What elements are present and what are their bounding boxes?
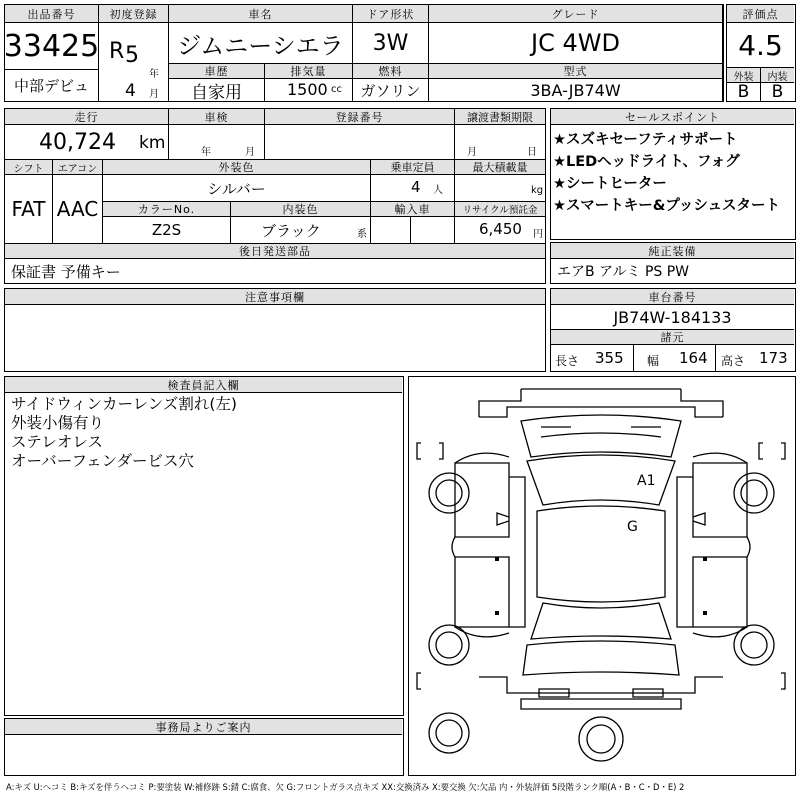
inspection-box: [169, 125, 265, 159]
capacity-unit: 人: [433, 185, 443, 196]
genuine-equipment-value: エアB アルミ PS PW: [557, 264, 690, 280]
transfer-day-unit: 日: [527, 147, 537, 158]
genuine-equipment-panel: [550, 242, 796, 284]
transfer-deadline-label: 譲渡書類期限: [455, 109, 545, 125]
shift-value: FAT: [5, 175, 53, 243]
registration-no-label: 登録番号: [265, 109, 455, 125]
transfer-deadline-box: [455, 125, 545, 159]
dimensions-label: 諸元: [551, 329, 794, 345]
damage-mark-roof: A1: [637, 473, 656, 489]
inspector-notes-list: [11, 395, 237, 471]
car-name-label: 車名: [169, 5, 353, 23]
inspector-note-item: オーバーフェンダービス穴: [11, 452, 195, 470]
length-value: 355: [595, 349, 624, 367]
month-value: 4: [125, 81, 136, 101]
sales-points-label: セールスポイント: [551, 109, 794, 125]
dim-divider: [715, 345, 716, 371]
chassis-panel: [550, 288, 796, 372]
sales-point-item: ★スマートキー&プッシュスタート: [553, 198, 781, 214]
exterior-grade-label: 外装: [727, 67, 761, 83]
displacement-value: 1500: [287, 80, 328, 99]
first-registration-box: [99, 23, 169, 101]
year-unit: 年: [149, 69, 159, 80]
sales-points-panel: [550, 108, 796, 240]
height-label: 高さ: [721, 354, 746, 368]
inspector-note-item: サイドウィンカーレンズ割れ(左): [11, 395, 237, 413]
score-panel: [726, 4, 796, 102]
inspector-note-item: 外装小傷有り: [11, 414, 105, 432]
month-unit: 月: [149, 89, 159, 100]
damage-mark-rear-glass: G: [627, 519, 638, 535]
inspection-year-unit: 年: [201, 147, 211, 158]
mileage-unit: km: [139, 133, 166, 153]
width-value: 164: [679, 349, 708, 367]
max-load-unit: kg: [531, 185, 544, 196]
fuel-value: ガソリン: [353, 79, 429, 101]
marker: [495, 611, 499, 615]
import-box-a: [371, 217, 411, 243]
model-value: 3BA-JB74W: [429, 79, 723, 101]
car-diagram: [409, 377, 794, 774]
notes-panel: [4, 288, 546, 372]
grade-value: JC 4WD: [429, 23, 723, 63]
dim-divider: [633, 345, 634, 371]
exterior-color-label: 外装色: [103, 159, 371, 175]
car-history-label: 車歴: [169, 63, 265, 79]
inspection-label: 車検: [169, 109, 265, 125]
car-diagram-panel: [408, 376, 796, 776]
year-value: 5: [125, 43, 139, 68]
mileage-value: 40,724: [39, 130, 116, 155]
sales-point-item: ★スズキセーフティサポート: [553, 132, 738, 148]
damage-legend: A:キズ U:ヘコミ B:キズを伴うヘコミ P:要塗装 W:補修跡 S:錆 C:腐食、欠 G:フロントガラス点キズ XX:交換済み X:要交換 欠:欠品 内・外装評価 5段階ランク順(A・B・C・D・E) 2: [6, 782, 685, 792]
genuine-equipment-label: 純正装備: [551, 243, 794, 259]
later-parts-label: 後日発送部品: [5, 243, 545, 259]
marker: [703, 557, 707, 561]
score-label: 評価点: [727, 5, 794, 23]
recycle-unit: 円: [533, 229, 543, 240]
color-no-label: カラーNo.: [103, 201, 231, 217]
inspector-notes-panel: [4, 376, 404, 716]
transfer-month-unit: 月: [467, 147, 477, 158]
recycle-label: リサイクル預託金: [455, 201, 545, 217]
height-value: 173: [759, 349, 788, 367]
length-label: 長さ: [555, 354, 580, 368]
debut-label: 中部デビュ: [5, 69, 99, 101]
fuel-label: 燃料: [353, 63, 429, 79]
era-value: R: [109, 39, 125, 64]
import-box-b: [411, 217, 455, 243]
color-no-value: Z2S: [103, 217, 231, 243]
displacement-label: 排気量: [265, 63, 353, 79]
import-label: 輸入車: [371, 201, 455, 217]
inspector-note-item: ステレオレス: [11, 433, 103, 451]
interior-color-suffix: 系: [357, 229, 367, 240]
recycle-box: [455, 217, 545, 243]
lot-number-label: 出品番号: [5, 5, 99, 23]
max-load-label: 最大積載量: [455, 159, 545, 175]
score-value: 4.5: [738, 28, 783, 62]
lot-number-value: 33425: [5, 23, 99, 69]
details-panel: [4, 108, 546, 284]
displacement-unit: cc: [331, 84, 342, 95]
mileage-box: [5, 125, 169, 159]
mileage-label: 走行: [5, 109, 169, 125]
sales-points-list: [553, 129, 780, 217]
later-parts-value: 保証書 予備キー: [11, 262, 121, 281]
capacity-label: 乗車定員: [371, 159, 455, 175]
displacement-box: [265, 79, 353, 101]
door-label: ドア形状: [353, 5, 429, 23]
model-label: 型式: [429, 63, 723, 79]
first-registration-label: 初度登録: [99, 5, 169, 23]
marker: [495, 557, 499, 561]
vehicle-info-panel: [4, 4, 724, 102]
inspector-notes-label: 検査員記入欄: [5, 377, 402, 393]
chassis-no-value: JB74W-184133: [613, 307, 732, 327]
shift-label: シフト: [5, 159, 53, 175]
max-load-box: [455, 175, 545, 201]
aircon-label: エアコン: [53, 159, 103, 175]
interior-grade-value: B: [771, 82, 784, 102]
capacity-value: 4: [411, 178, 421, 196]
interior-color-value: ブラック: [261, 222, 321, 240]
car-name-value: ジムニーシエラ: [169, 23, 353, 63]
dimensions-box: [551, 345, 794, 371]
interior-grade-label: 内装: [761, 67, 794, 83]
notes-label: 注意事項欄: [5, 289, 545, 305]
sales-point-item: ★LEDヘッドライト、フォグ: [553, 154, 740, 170]
car-history-value: 自家用: [169, 79, 265, 101]
inspection-month-unit: 月: [245, 147, 255, 158]
sales-point-item: ★シートヒーター: [553, 176, 667, 192]
door-value: 3W: [353, 23, 429, 63]
recycle-value: 6,450: [479, 220, 522, 238]
office-info-panel: [4, 718, 404, 776]
exterior-color-value: シルバー: [103, 175, 371, 201]
capacity-box: [371, 175, 455, 201]
chassis-no-label: 車台番号: [551, 289, 794, 305]
width-label: 幅: [647, 354, 660, 368]
interior-color-label: 内装色: [231, 201, 371, 217]
aircon-value: AAC: [53, 175, 103, 243]
office-info-label: 事務局よりご案内: [5, 719, 402, 735]
exterior-grade-value: B: [727, 83, 761, 101]
interior-color-box: [231, 217, 371, 243]
marker: [703, 611, 707, 615]
registration-no-value: [265, 125, 455, 159]
grade-label: グレード: [429, 5, 723, 23]
